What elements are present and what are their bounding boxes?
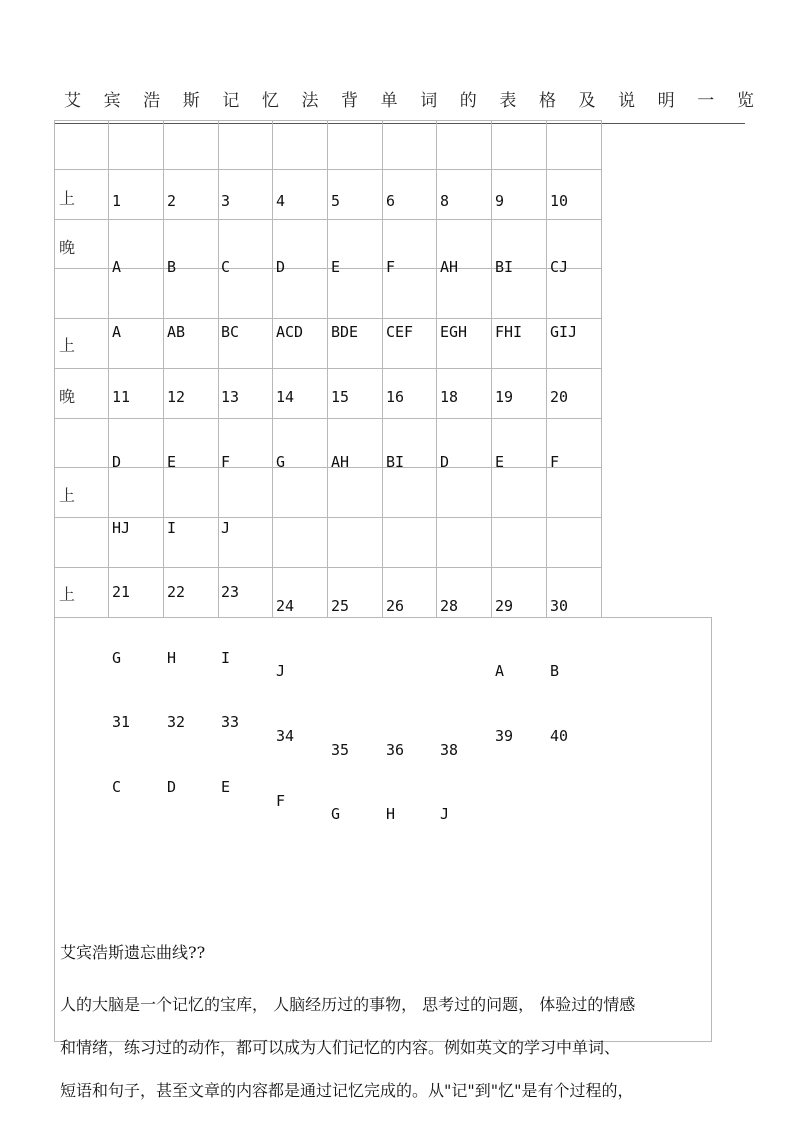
- table-cell: H: [386, 805, 396, 823]
- table-cell: 35: [331, 741, 350, 759]
- title-char: 法: [301, 91, 319, 111]
- title-char: 的: [459, 91, 477, 111]
- table-cell: AH: [331, 453, 350, 471]
- table-cell: 34: [276, 727, 295, 745]
- table-cell: J: [221, 519, 231, 537]
- table-cell: 38: [440, 741, 459, 759]
- table-cell: E: [167, 453, 177, 471]
- table-cell: 18: [440, 388, 459, 406]
- title-char: 览: [736, 91, 754, 111]
- table-cell: BI: [495, 258, 514, 276]
- table-cell: F: [221, 453, 231, 471]
- grid-line-horizontal: [54, 368, 602, 369]
- table-cell: B: [550, 662, 560, 680]
- table-cell: F: [276, 792, 286, 810]
- side-label: 上: [59, 486, 76, 505]
- table-cell: I: [221, 649, 231, 667]
- table-cell: A: [112, 258, 122, 276]
- table-cell: 6: [386, 192, 396, 210]
- table-cell: 36: [386, 741, 405, 759]
- table-cell: 25: [331, 597, 350, 615]
- section-title: 艾宾浩斯遗忘曲线??: [60, 943, 206, 962]
- title-char: 斯: [182, 91, 200, 111]
- table-cell: D: [167, 778, 177, 796]
- title-char: 格: [538, 91, 556, 111]
- grid-line-horizontal: [54, 567, 602, 568]
- table-cell: 31: [112, 713, 131, 731]
- grid-line-horizontal: [54, 318, 602, 319]
- table-cell: CJ: [550, 258, 569, 276]
- table-cell: G: [331, 805, 341, 823]
- title-char: 说: [618, 91, 636, 111]
- grid-line-horizontal: [54, 467, 602, 468]
- title-char: 明: [657, 91, 675, 111]
- table-cell: ACD: [276, 323, 304, 341]
- table-cell: BI: [386, 453, 405, 471]
- table-cell: GIJ: [550, 323, 578, 341]
- side-label: 晚: [59, 238, 76, 257]
- table-cell: 11: [112, 388, 131, 406]
- table-cell: J: [276, 662, 286, 680]
- table-cell: 14: [276, 388, 295, 406]
- table-cell: F: [550, 453, 560, 471]
- side-label: 晚: [59, 387, 76, 406]
- table-cell: F: [386, 258, 396, 276]
- title-rule: [54, 123, 745, 124]
- title-char: 宾: [103, 91, 121, 111]
- title-char: 词: [420, 91, 438, 111]
- table-cell: 33: [221, 713, 240, 731]
- grid-line-horizontal: [54, 517, 602, 518]
- table-cell: 10: [550, 192, 569, 210]
- table-cell: FHI: [495, 323, 523, 341]
- side-label: 上: [59, 336, 76, 355]
- table-cell: E: [331, 258, 341, 276]
- grid-line-horizontal: [54, 120, 602, 121]
- table-cell: H: [167, 649, 177, 667]
- side-label: 上: [59, 189, 76, 208]
- title-char: 浩: [143, 91, 161, 111]
- table-cell: 26: [386, 597, 405, 615]
- table-cell: 15: [331, 388, 350, 406]
- table-cell: 13: [221, 388, 240, 406]
- table-cell: E: [221, 778, 231, 796]
- table-cell: J: [440, 805, 450, 823]
- table-cell: 20: [550, 388, 569, 406]
- title-char: 一: [697, 91, 715, 111]
- lower-frame: [54, 617, 712, 1042]
- table-cell: 21: [112, 583, 131, 601]
- paragraph-line: 和情绪，练习过的动作，都可以成为人们记忆的内容。例如英文的学习中单词、: [60, 1038, 621, 1057]
- table-cell: 12: [167, 388, 186, 406]
- title-char: 艾: [64, 91, 81, 111]
- table-cell: D: [112, 453, 122, 471]
- paragraph-line: 短语和句子，甚至文章的内容都是通过记忆完成的。从"记"到"忆"是有个过程的，: [60, 1081, 634, 1100]
- table-cell: 23: [221, 583, 240, 601]
- table-cell: 30: [550, 597, 569, 615]
- table-cell: D: [276, 258, 286, 276]
- table-cell: HJ: [112, 519, 131, 537]
- table-cell: 24: [276, 597, 295, 615]
- table-cell: 16: [386, 388, 405, 406]
- table-cell: 32: [167, 713, 186, 731]
- title-char: 忆: [261, 91, 279, 111]
- paragraph-line: 人的大脑是一个记忆的宝库， 人脑经历过的事物， 思考过的问题， 体验过的情感: [60, 995, 636, 1014]
- title-char: 表: [499, 91, 517, 111]
- table-cell: B: [167, 258, 177, 276]
- table-cell: 29: [495, 597, 514, 615]
- grid-line-horizontal: [54, 219, 602, 220]
- side-label: 上: [59, 585, 76, 604]
- table-cell: 2: [167, 192, 177, 210]
- table-cell: 5: [331, 192, 341, 210]
- table-cell: 1: [112, 192, 122, 210]
- title-char: 单: [380, 91, 398, 111]
- table-cell: EGH: [440, 323, 468, 341]
- table-cell: D: [440, 453, 450, 471]
- table-cell: BC: [221, 323, 240, 341]
- table-cell: 9: [495, 192, 505, 210]
- table-cell: CEF: [386, 323, 414, 341]
- table-cell: 3: [221, 192, 231, 210]
- table-cell: A: [112, 323, 122, 341]
- grid-line-horizontal: [54, 418, 602, 419]
- table-cell: 39: [495, 727, 514, 745]
- table-cell: 40: [550, 727, 569, 745]
- title-char: 及: [578, 91, 596, 111]
- table-cell: 28: [440, 597, 459, 615]
- table-cell: 4: [276, 192, 286, 210]
- table-cell: C: [112, 778, 122, 796]
- page-title: [64, 86, 754, 111]
- table-cell: A: [495, 662, 505, 680]
- title-char: 记: [222, 91, 240, 111]
- grid-line-horizontal: [54, 169, 602, 170]
- table-cell: G: [276, 453, 286, 471]
- table-cell: C: [221, 258, 231, 276]
- grid-line-horizontal: [54, 268, 602, 269]
- table-cell: AB: [167, 323, 186, 341]
- table-cell: 8: [440, 192, 450, 210]
- table-cell: G: [112, 649, 122, 667]
- table-cell: AH: [440, 258, 459, 276]
- table-cell: BDE: [331, 323, 359, 341]
- table-cell: I: [167, 519, 177, 537]
- table-cell: 22: [167, 583, 186, 601]
- table-cell: E: [495, 453, 505, 471]
- title-char: 背: [341, 91, 359, 111]
- table-cell: 19: [495, 388, 514, 406]
